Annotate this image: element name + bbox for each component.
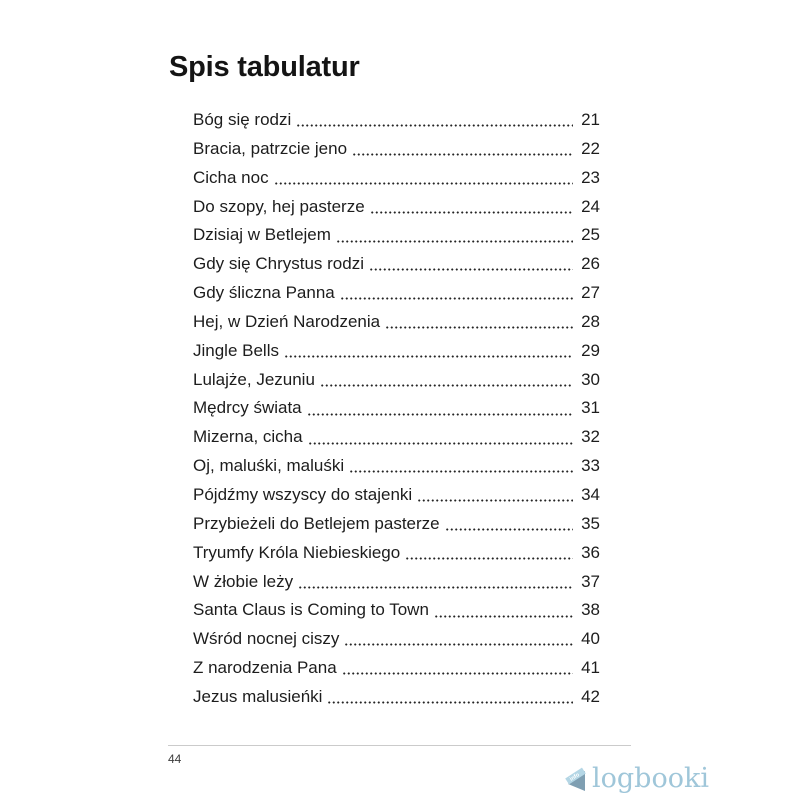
toc-entry-title: Bóg się rodzi <box>193 110 292 129</box>
toc-entry <box>193 568 600 597</box>
toc-entry <box>193 308 600 337</box>
toc-entry-title: Do szopy, hej pasterze <box>193 196 365 216</box>
toc-entry <box>193 596 600 625</box>
toc-entry-title: Jezus malusieńki <box>193 686 323 706</box>
dotted-leader <box>340 279 573 308</box>
toc-entry-page: 31 <box>581 398 600 418</box>
toc-entry-page: 27 <box>581 283 600 303</box>
toc-entry <box>193 164 600 193</box>
toc-entry-title: Cicha noc <box>193 167 269 187</box>
toc-entry <box>193 394 600 423</box>
toc-entry-page: 22 <box>581 138 600 158</box>
toc-entry-page: 41 <box>581 658 600 678</box>
dotted-leader <box>284 337 573 366</box>
toc-entry-page: 36 <box>581 542 600 562</box>
dotted-leader <box>327 683 573 712</box>
toc-entry-title: Mizerna, cicha <box>193 427 303 447</box>
toc-entry <box>193 683 600 712</box>
toc-entry <box>193 539 600 568</box>
toc-entry-page: 34 <box>581 484 600 504</box>
toc-entry-title: Oj, maluśki, maluśki <box>193 456 345 476</box>
toc-entry <box>193 481 600 510</box>
page-number: 44 <box>168 752 182 766</box>
toc-entry-title: Bracia, patrzcie jeno <box>193 138 348 158</box>
dotted-leader <box>417 481 573 510</box>
toc-entry-title: Tryumfy Króla Niebieskiego <box>193 542 401 562</box>
toc-entry-page: 28 <box>581 311 600 331</box>
dotted-leader <box>296 106 573 135</box>
toc-entry-page: 32 <box>581 427 600 447</box>
toc-entry-title: Mędrcy świata <box>193 398 302 418</box>
toc-entry <box>193 221 600 250</box>
dotted-leader <box>445 510 573 539</box>
toc-entry-title: Pójdźmy wszyscy do stajenki <box>193 484 413 504</box>
toc-entry-page: 42 <box>581 686 600 706</box>
toc-entry-title: Dzisiaj w Betlejem <box>193 225 331 245</box>
toc-entry-page: 23 <box>581 167 600 187</box>
dotted-leader <box>274 164 573 193</box>
toc-entry-title: Z narodzenia Pana <box>193 658 337 678</box>
toc-entry-title: Hej, w Dzień Narodzenia <box>193 311 381 331</box>
dotted-leader <box>369 250 573 279</box>
dotted-leader <box>370 193 573 222</box>
toc-entry-title: Lulajże, Jezuniu <box>193 369 315 389</box>
toc-entry-page: 35 <box>581 513 600 533</box>
toc-entry-page: 33 <box>581 456 600 476</box>
toc-entry <box>193 106 600 135</box>
dotted-leader <box>336 221 573 250</box>
dotted-leader <box>385 308 573 337</box>
dotted-leader <box>434 596 573 625</box>
toc-entry-page: 25 <box>581 225 600 245</box>
toc-entry-title: Wśród nocnej ciszy <box>193 629 340 649</box>
toc-entry-page: 21 <box>581 110 600 129</box>
toc-entry-page: 37 <box>581 571 600 591</box>
toc-entry <box>193 452 600 481</box>
dotted-leader <box>342 654 573 683</box>
toc-entry-page: 40 <box>581 629 600 649</box>
toc-entry <box>193 654 600 683</box>
toc-entry <box>193 279 600 308</box>
toc-entry-page: 30 <box>581 369 600 389</box>
toc-entry <box>193 510 600 539</box>
toc-entry-title: Santa Claus is Coming to Town <box>193 600 429 620</box>
toc-entry-title: Przybieżeli do Betlejem pasterze <box>193 513 440 533</box>
toc-entry <box>193 423 600 452</box>
logbooki-logo <box>565 762 709 796</box>
footer-divider <box>168 745 631 746</box>
toc-entry-page: 38 <box>581 600 600 620</box>
toc-entry <box>193 193 600 222</box>
toc-entry <box>193 366 600 395</box>
dotted-leader <box>344 625 573 654</box>
dotted-leader <box>298 568 573 597</box>
dotted-leader <box>308 423 573 452</box>
toc-entry-title: Gdy śliczna Panna <box>193 283 335 303</box>
dotted-leader <box>349 452 573 481</box>
toc-entry <box>193 337 600 366</box>
logbooki-wordmark: logbooki <box>592 763 709 794</box>
toc-entry <box>193 250 600 279</box>
toc-list <box>193 106 600 712</box>
toc-entry-page: 29 <box>581 340 600 360</box>
dotted-leader <box>405 539 573 568</box>
toc-entry-page: 26 <box>581 254 600 274</box>
dotted-leader <box>352 135 573 164</box>
dotted-leader <box>320 366 573 395</box>
toc-entry <box>193 625 600 654</box>
toc-entry-title: Jingle Bells <box>193 340 279 360</box>
toc-entry-page: 24 <box>581 196 600 216</box>
logbooki-book-arrow-icon <box>565 766 590 792</box>
toc-entry-title: W żłobie leży <box>193 571 294 591</box>
dotted-leader <box>307 394 573 423</box>
icon-info-text: info <box>569 772 581 783</box>
toc-entry <box>193 135 600 164</box>
page-title: Spis tabulatur <box>169 51 360 83</box>
toc-entry-title: Gdy się Chrystus rodzi <box>193 254 364 274</box>
